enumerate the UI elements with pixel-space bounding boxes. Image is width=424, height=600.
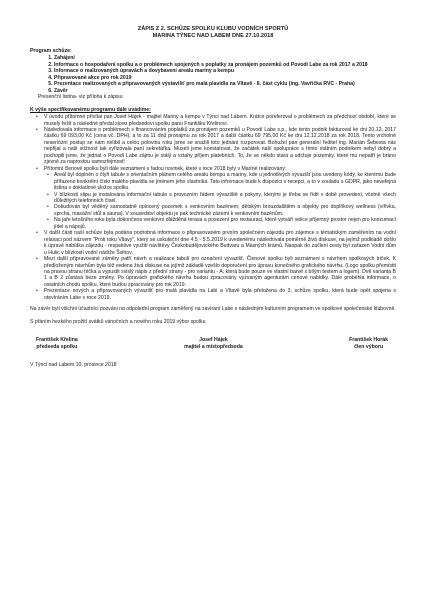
notes-list [30,114,396,301]
program-heading: Program schůze: [30,48,72,54]
title-line-1: ZÁPIS Z 2. SCHŮZE SPOLKU KLUBU VODNÍCH SPORTŮ [137,26,289,32]
wishes-text: S přáním hezkého prožití svátků vánočních a nového roku 2019 výbor spolku [30,318,206,325]
list-item: • Následovala informace o problémech s financováním poplatků za pronájem pozemků u Povodí Labe s.p., kde tento podnik fakturoval ke dni 20.12. 2017 částku 69 093,00 Kč (cena vč. DPH), a to za 11 dnů pronájmu za rok 2017 a další částku 69 795,00 Kč ke dni 12.12.2018 za rok 2018. Tento vrcholně neseriózní postup se nám nelíbil a celou polovinu roku jsme se snažili toto jednání rozporovat. Bohužel pan generální ředitel ing. Marián Šebesta nás nepřijal a naši stížnost tak vyřizovala paní sekretářka. Museli jsme konstatovat, že začátek naší spolupráce s tímto státním podnikem nebyl dobrý a pochopili jsme, že jednat o Povodí Labe zájmu je stálý a vztahy příjem platebních. To, že se někdo stará a udržuje pozemky, které mu nepatří je bráno zjevně za naprostou samozřejmost! [44,127,396,166]
program-item: 2. Informace o hospodaření spolku a o problémech spojených s poplatky za pronájem pozemků od Povodí Labe za rok 2017 a 2018 [54,62,396,68]
title-line-2: MARINA TÝNEC NAD LABEM DNE 27.10.2018 [152,33,274,39]
list-item [44,166,396,231]
program-list [30,55,396,94]
signatures [30,337,396,350]
signature-block [36,337,78,350]
signature-block [349,337,388,350]
signature-name: František Horák [349,337,388,344]
closing-paragraph: Na závěr byli všichni účastníci pozváni na odpolední program zaměřený na zavíraní Labe s následným kulturním programem ve spolkové společenské klubovně. [30,306,396,313]
document-title [30,26,396,40]
list-item: • V úvodu přítomné přivítal pan Josef Hájek - majitel Mariny a kempu v Týnci nad Labem. Krátce poreferoval o problémech za předchozí období, které se musely řešit a následně předal slovo předsedovi spolku panu Františku Křelinovi. [44,114,396,127]
sub-list-item: • Dobudován byl věděný samostatně oplocený pozemek s venkovním bazénem, dětským brouzdalištěm a objekty pro doplňkový wellness (vířivka, sprcha, masážní stůl a sauna). V sousedství objektu je pak technické zázemí k venkovním bazénům. [54,204,396,217]
sub-list-item: • V blízkosti slipu je instalována informační tabule s provozním řádem vývaziště a pokyny, kterými je třeba se řídit v době provedení, včetně všech důležitých telefonních čísel. [54,192,396,205]
list-item: • V další části naší schůze byla podána podrobná informace o připravovaném prvním společném zájezdu pro zájemce s tématickým zaměřením na vodní relaxaci pod názvem "Proti toku Vltavy", který se uskuteční dne 4.5 - 5.5.2019 k uvedenému následovala poměrně živá diskuse, na jejímž podkladě došlo k úpravě nabídka zájezdu - respektive využití návštěvy Českobudějovického Budvaru a Masných krámů. Naopak do začlení cesty byl zařazen Vodní dům u Hulic v blízkosti vodní nádrže Švihov. [44,230,396,256]
signature-role: majitel a místopředseda [184,343,243,350]
sub-list-item: • Areál byl doplněn o čtyři tabule s orientačním plánem celého areálu kempu a mariny, kde u jednotlivých vývazišť jsou uvedeny kódy, ke kterému bude přiřazeno konkrétní číslo malého plavidla se jménem jeho vlastníka. Tato informace bude k dispozici v recepci, a to v souladu s GDPR, jako nevefejná listina v dokladové složce spolku. [54,172,396,191]
program-item: 5. Prezentace realizovaných a připravovaných výstavišť pro malá plavidla na Vltavě - II. část cyklu (ing. Vavřička RVC - Praha) [54,81,396,87]
program-item: 1. Zahájení [54,55,396,61]
signature-name: Josef Hájek [199,337,228,344]
section-heading: K výše specifikovanému programu dále uvádíme: [30,106,151,113]
list-item-text: Přítomni členové spolku byli dále seznámeni s řadou novinek, které v roce 2018 byly v Maríně realizovány: [44,165,287,172]
list-item: • Mezi další připravované záměry patří návrh a realizace tabulí pro označení vývazišť. Členové spolku byli seznámeni s návrhem spolkových triček. K předloženým návrhům byla též vedena živá diskuse na jejímž základě vzešlo doporučení pro úpravu konečného grafického návrhu. (Logo spolku přemístit na pravou stranu trička a vypustit svislý nápis z přední strany - pro variantu - A, která bude pouze ve vlastní barvě s bílým textem a logem). Dvě varianta B 1 a B 2 zůstává beze změny. Po úpravách grafického návrhu budou zpracovány vyzvaným agenturám cenové nabídky. Dále proběhla informace, o ostatních chodu spolku, které budou zpracovány pro rok 2019. [44,256,396,288]
attendance-note: Presenční listina- viz příloha k zápisu [38,94,123,101]
place-date: V Týnci nad Labem 10. prosince 2018 [30,362,117,369]
program-item: 3. Informace o realizovaných úpravách a dovybavení areálu mariny a kempu [54,68,396,74]
signature-role: předseda spolku [36,343,78,350]
sub-list [44,172,396,230]
list-item: • Prezentace nových a připravovaných vývazišť pro malá plavidla na Labi a Vltavě byla přeložena do 3. schůze spolku, která bude opět spojena s otevíráním Labe v roce 2019. [44,288,396,301]
signature-name: František Křelina [36,337,78,344]
sub-list-item: • Na jaře letošního roku byla dokončena venkovní dlážděná terasa a posezení pro restauraci, které vytváří velice příjemný prostor nejen pro konzumací jídel a nápojů. [54,217,396,230]
program-item: 6. Závěr [54,88,396,94]
program-item: 4. Připravované akce pro rok 2019 [54,75,396,81]
signature-role: člen výboru [354,343,383,350]
signature-block [184,337,243,350]
